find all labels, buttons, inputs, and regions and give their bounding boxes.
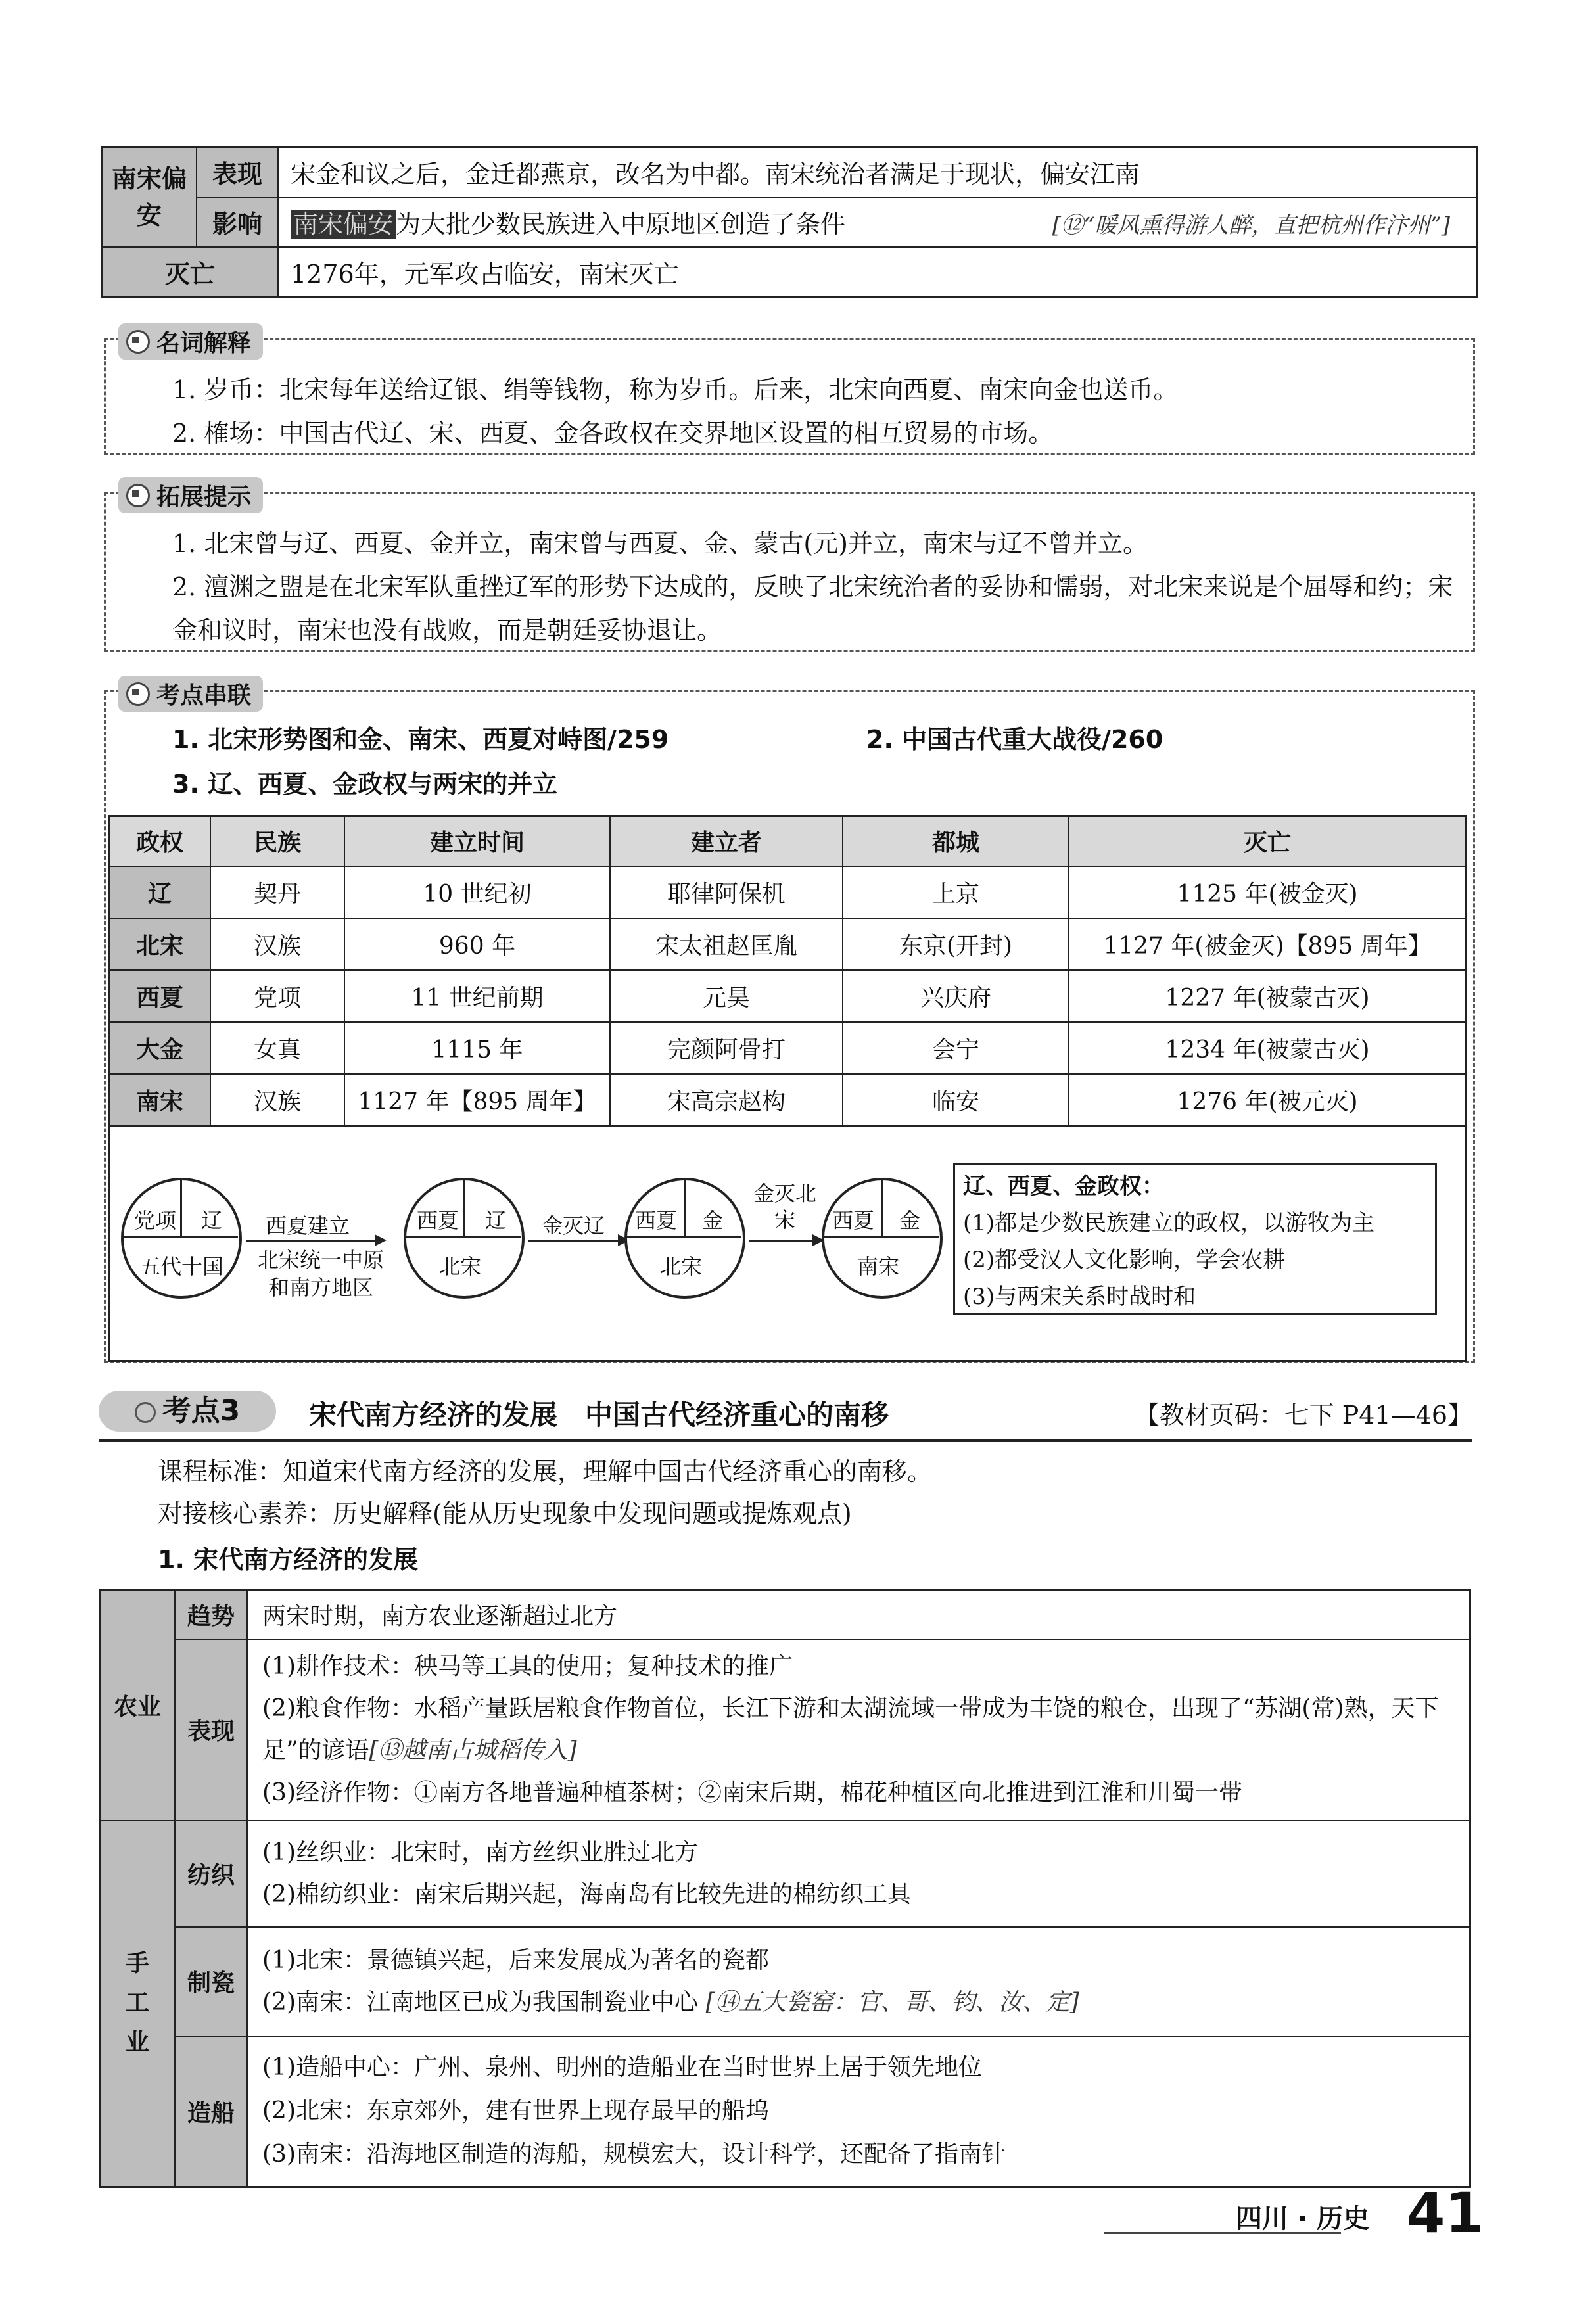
content-cell: 1276年，元军攻占临安，南宋灭亡 [278,247,1478,297]
search-icon [135,1402,156,1423]
circle-label: 辽 [485,1208,507,1233]
tips-tag: 拓展提示 [118,477,263,513]
circle-label: 五代十国 [139,1254,224,1279]
content-cell: (1)造船中心：广州、泉州、明州的造船业在当时世界上居于领先地位 (2)北宋：东京郊外，建有世界上现存最早的船坞 (3)南宋：沿海地区制造的海船，规模宏大，设计科学，还配备了指南针 [247,2036,1470,2187]
economy-table [99,1589,1471,2188]
terms-tag: 名词解释 [118,323,263,360]
category-cell: 手工业 [100,1821,176,2187]
arrow-label: 金灭北宋 [753,1181,816,1232]
section-badge: 考点3 [99,1391,276,1432]
links-tag: 考点串联 [118,676,263,712]
course-standard: 课程标准：知道宋代南方经济的发展，理解中国古代经济重心的南移。 [158,1457,933,1486]
label-cell: 纺织 [175,1821,247,1927]
table-row: 北宋 汉族 960 年 宋太祖赵匡胤 东京(开封) 1127 年(被金灭)【895 周年】 [109,918,1467,970]
arrow-label: 西夏建立 [266,1213,350,1238]
section-title: 宋代南方经济的发展 中国古代经济重心的南移 [309,1399,889,1431]
core-literacy: 对接核心素养：历史解释(能从历史现象中发现问题或提炼观点) [158,1499,852,1528]
links-item-2: 2. 中国古代重大战役/260 [866,725,1163,754]
content-cell: 两宋时期，南方农业逐渐超过北方 [247,1591,1470,1639]
arrow-label: 北宋统一中原和南方地区 [257,1247,384,1300]
footer [1104,2181,1484,2253]
textbook-ref: 【教材页码：七下 P41—46】 [1134,1401,1472,1430]
terms-item-2: 2. 榷场：中国古代辽、宋、西夏、金各政权在交界地区设置的相互贸易的市场。 [172,419,1054,448]
succession-diagram [108,1130,1467,1361]
top-table [101,146,1478,298]
arrow-2 [528,1240,627,1242]
label-cell: 影响 [197,197,278,247]
content-cell: (1)丝织业：北宋时，南方丝织业胜过北方 (2)棉纺织业：南宋后期兴起，海南岛有比较先进的棉纺织工具 [247,1821,1470,1927]
speaker-icon [126,484,150,507]
arrow-3 [749,1240,822,1242]
terms-item-1: 1. 岁币：北宋每年送给辽银、绢等钱物，称为岁币。后来，北宋向西夏、南宋向金也送币。 [172,375,1179,404]
circle-label: 西夏 [635,1208,678,1233]
circle-label: 辽 [201,1208,223,1233]
label-cell: 表现 [175,1639,247,1821]
speaker-icon [126,682,150,706]
label-cell: 造船 [175,2036,247,2187]
content-cell: 南宋偏安 为大批少数民族进入中原地区创造了条件 [⑫“暖风熏得游人醉，直把杭州作汴州”] [278,197,1478,247]
links-item-3: 3. 辽、西夏、金政权与两宋的并立 [172,770,558,799]
subheading-1: 1. 宋代南方经济的发展 [158,1545,419,1574]
group-cell: 灭亡 [102,247,279,297]
arrow-1 [246,1240,384,1242]
summary-box: 辽、西夏、金政权： (1)都是少数民族建立的政权，以游牧为主 (2)都受汉人文化影响，学会农耕 (3)与两宋关系时战时和 [953,1163,1437,1315]
table-row: 西夏 党项 11 世纪前期 元昊 兴庆府 1227 年(被蒙古灭) [109,970,1467,1022]
footer-label: 四川 · 历史 [1236,2204,1370,2234]
links-item-1: 1. 北宋形势图和金、南宋、西夏对峙图/259 [172,725,669,754]
circle-label: 北宋 [439,1254,482,1279]
circle-label: 西夏 [417,1208,459,1233]
page-number: 41 [1407,2181,1484,2245]
tips-item-2: 2. 澶渊之盟是在北宋军队重挫辽军的形势下达成的，反映了北宋统治者的妥协和懦弱，对北宋来说是个屈辱和约；宋金和议时，南宋也没有战败，而是朝廷妥协退让。 [172,572,1453,645]
label-cell: 表现 [197,147,278,197]
label-cell: 趋势 [175,1591,247,1639]
table-row: 南宋 汉族 1127 年【895 周年】 宋高宗赵构 临安 1276 年(被元灭) [109,1074,1467,1126]
content-cell: 宋金和议之后，金迁都燕京，改名为中都。南宋统治者满足于现状，偏安江南 [278,147,1478,197]
section-header [99,1387,1472,1442]
content-cell: (1)耕作技术：秧马等工具的使用；复种技术的推广 (2)粮食作物：水稻产量跃居粮食作物首位，长江下游和太湖流域一带成为丰饶的粮仓，出现了“苏湖(常)熟，天下足”的谚语[⑬越南占城稻传入] (3)经济作物：①南方各地普遍种植茶树；②南宋后期，棉花种植区向北推进到江淮和川蜀一带 [247,1639,1470,1821]
circle-label: 西夏 [832,1208,875,1233]
content-cell: (1)北宋：景德镇兴起，后来发展成为著名的瓷都 (2)南宋：江南地区已成为我国制瓷业中心 [⑭五大瓷窑：官、哥、钧、汝、定] [247,1927,1470,2036]
table-row: 大金 女真 1115 年 完颜阿骨打 会宁 1234 年(被蒙古灭) [109,1022,1467,1074]
circle-label: 金 [899,1208,921,1233]
table-row: 辽 契丹 10 世纪初 耶律阿保机 上京 1125 年(被金灭) [109,866,1467,918]
handwritten-note: [⑫“暖风熏得游人醉，直把杭州作汴州”] [1052,212,1450,239]
table-header: 政权 民族 建立时间 建立者 都城 灭亡 [109,816,1467,866]
group-cell: 南宋偏安 [102,147,197,247]
tips-item-1: 1. 北宋曾与辽、西夏、金并立，南宋曾与西夏、金、蒙古(元)并立，南宋与辽不曾并立。 [172,529,1148,558]
handwritten-note: [⑬越南占城稻传入] [369,1736,577,1764]
handwritten-note: [⑭五大瓷窑：官、哥、钧、汝、定] [705,1988,1079,2016]
speaker-icon [126,330,150,354]
circle-label: 金 [702,1208,724,1233]
label-cell: 制瓷 [175,1927,247,2036]
circle-label: 南宋 [857,1254,900,1279]
arrow-label: 金灭辽 [542,1213,605,1238]
circle-label: 党项 [134,1208,177,1233]
circle-label: 北宋 [660,1254,703,1279]
category-cell: 农业 [100,1591,176,1821]
